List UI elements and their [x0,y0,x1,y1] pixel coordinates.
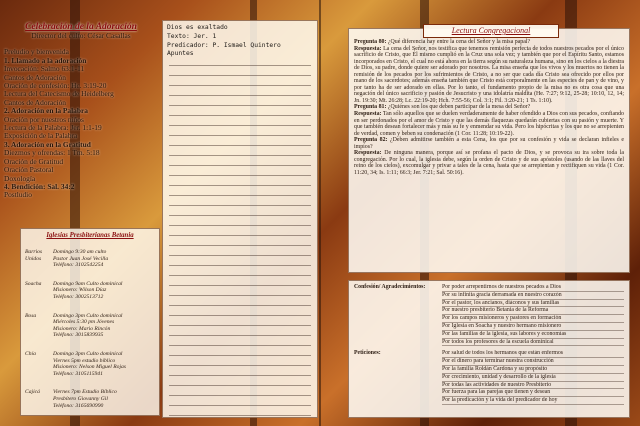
prayer-item: Por poder arrepentirnos de nuestros pecados a Dios [442,284,624,292]
reading-body: ¿Deben admitirse también a esta Cena, los que por su confesión y vida se declaran infieles e impíos? [354,137,624,150]
worship-item: Diezmos y ofrendas: 1 Tm. 5:18 [4,148,100,158]
church-item [25,351,155,377]
worship-item: Cantos de Adoración [4,72,66,82]
church-detail: Miércoles 5:30 pm Jóvenes [53,319,115,326]
reading-label: Pregunta 82: [354,137,388,144]
note-line [169,395,311,396]
prayer-item: Por salud de todos los hermanos que están enfermos [442,350,624,358]
note-line [169,415,311,416]
worship-item: Oración de Gratitud [4,156,64,166]
note-line [169,275,311,276]
church-detail: Domingo 9am Culto dominical [53,280,123,287]
worship-item: Preludio y bienvenida [4,47,69,57]
worship-order-title: Celebración de la Adoración [25,22,137,32]
prayer-section [354,350,624,405]
worship-item: Exposición de la Palabra [4,131,78,141]
sermon-title: Dios es exaltado [167,24,228,31]
worship-order-list [4,48,158,199]
note-line [169,365,311,366]
congregational-reading [348,28,630,273]
church-detail: Teléfono: 3002513712 [53,293,104,300]
page-fold [319,0,321,426]
church-list [25,249,155,409]
sermon-preacher: Predicador: P. Ismael Quintero [167,41,281,49]
prayer-item: Por fuerza para las parejas que tienen y desean [442,389,624,397]
note-line [169,405,311,406]
reading-paragraph [354,150,624,176]
worship-item: Oración por nuestros niños [4,114,84,124]
prayer-item: Por crecimiento, unidad y desarrollo de la iglesia [442,374,624,382]
note-line [169,165,311,166]
church-detail: Misionero: Nelson Miguel Rojas [53,364,126,371]
reading-label: Respuesta: [354,111,382,118]
note-line [169,225,311,226]
reading-body: La cena del Señor, nos testifica que tenemos remisión perfecta de todos nuestros pecados por el único sacrificio de Cristo, que Él mismo cumplió en la Cruz una sola vez; y también que por el Espíritu Santo, estamos incorporados en Cristo, el cual no está ahora en la tierra según su naturaleza humana, sino en los cielos a la diestra de Dios, su padre, donde quiere ser adorado por nosotros. La misa enseña que los vivos y los muertos no tienen la remisión de los pecados por los sufrimientos de Cristo, a no ser que cada día Cristo sea ofrecido por ellos por mano de los sacerdotes; además enseña también que Cristo está corporalmente en las especies de pan y de vino, y por tanto ha de ser adorado en ellas. Por lo tanto, el fundamento propio de la misa no es otra cosa que una negación del único sacrificio y pasión de Jesucristo y una idolatría maldita (He. 7:27; 9:12, 25-28; 10:10, 12, 14; Jn. 19:30; Mt. 26:28; Lc. 22:19-20; Hch. 7:55-56; Col. 3:1; Fil. 3:20-21; 1 Ts. 1:10). [354,45,624,104]
worship-section-heading: 4. Bendición: Sal. 34:2 [4,181,75,191]
prayer-section-label: Peticiones: [354,350,381,357]
worship-section-heading: 3. Adoración en la Gratitud [4,139,91,149]
reading-text [354,39,624,176]
prayer-requests [348,280,630,418]
church-detail: Misionero: Mario Rincón [53,325,111,332]
note-line [169,105,311,106]
church-detail: Domingo 9:30 am culto [53,249,107,255]
prayer-item: Por el dinero para terminar nuestra construcción [442,358,624,366]
prayer-items [442,284,624,346]
reading-body: De ninguna manera, porque así se profana el pacto de Dios, y se provoca su ira sobre toda la congregación. Por lo cual, la iglesia debe, según la orden de Cristo y de sus apóstoles (usando de las llaves del reino de los cielos), excomulgar y privar a tales de la cena, hasta que se arrepientan y rectifiquen su vida (1 Cor. 11:20, 34; Is. 1:11; 66:3; Jer. 7:21; Sal. 50:16). [354,150,624,176]
note-line [169,385,311,386]
church-town: Cajicá [25,389,40,396]
note-line [169,295,311,296]
note-line [169,195,311,196]
church-town: Chía [25,350,36,357]
church-town: Soacha [25,280,42,287]
reading-title: Lectura Congregacional [423,24,559,38]
note-line [169,135,311,136]
note-line [169,155,311,156]
prayer-item: Por Iglesia en Soacha y nuestro hermano misionero [442,323,624,331]
church-detail: Domingo 3pm Culto dominical [53,350,123,357]
prayer-list [354,284,624,405]
reading-label: Pregunta 80: [354,39,387,45]
reading-body: ¿Qué diferencia hay entre la cena del Señor y la misa papal? [387,39,531,45]
note-line [169,265,311,266]
note-line [169,285,311,286]
note-line [169,375,311,376]
note-line [169,145,311,146]
reading-label: Pregunta 81: [354,104,387,111]
church-item [25,281,155,301]
note-line [169,355,311,356]
church-detail: Teléfono: 3102542254 [53,262,104,269]
notes-label: Apuntes [167,50,194,58]
church-info [53,281,155,301]
worship-director: Director del culto: César Casallas [31,31,131,40]
worship-item: Postludio [4,190,32,200]
prayer-section [354,284,624,346]
reading-body: Tan sólo aquellos que se duelen verdaderamente de haber ofendido a Dios con sus pecados, confiando en ser perdonados por el amor de Cristo y que las demás flaquezas quedarán cubiertas con su pasión y muerte. Y que también desean fortalecer más y más su fe y enmendar su vida. Pero los hipócritas y los que no se arrepienten de verdad, comen y beben su condenación (1 Cor. 11:28; 10:19-22). [354,111,624,137]
church-item [25,313,155,339]
reading-paragraph [354,111,624,137]
reading-body: ¿Quiénes son los que deben participar de la mesa del Señor? [387,104,531,111]
prayer-item: Por los campos misioneros y pastores en formación [442,315,624,323]
church-item [25,249,155,269]
worship-item: Oración de confesión: Hc. 3:19-20 [4,81,107,91]
sermon-notes [162,20,318,418]
worship-section-heading: 2. Adoración en la Palabra [4,106,88,116]
church-town: Barrios Unidos [25,249,43,262]
church-detail: Misionero: Wilson Díaz [53,287,107,294]
sermon-text: Texto: Jer. 1 [167,32,217,40]
church-info [53,313,155,339]
note-line [169,85,311,86]
church-detail: Viernes 5pm estudio bíblico [53,357,116,364]
prayer-items [442,350,624,405]
worship-item: Lectura de la Palabra: Jer. 1:1-19 [4,123,102,133]
note-line [169,255,311,256]
note-line [169,65,311,66]
church-info [53,351,155,377]
churches-title: Iglesias Presbiterianas Betania [46,232,134,239]
note-line [169,95,311,96]
note-line [169,245,311,246]
reading-label: Respuesta: [354,45,382,52]
churches-box [20,228,160,416]
prayer-item: Por nuestro presbiterio Betania de la Reforma [442,307,624,315]
worship-item: Cantos de Adoración [4,97,66,107]
prayer-item: Por el pastor, los ancianos, diáconos y sus familias [442,300,624,308]
church-detail: Presbítero Giovanny Gil [53,395,108,402]
note-line [169,115,311,116]
church-item [25,389,155,409]
note-line [169,205,311,206]
reading-paragraph [354,137,624,150]
church-town: Bosa [25,312,37,319]
church-detail: Pastor Juan José Vecilla [53,255,109,262]
note-line [169,215,311,216]
worship-order [4,22,158,208]
worship-item: Invocación: Salmo 63:1-11 [4,64,85,74]
church-detail: Teléfono: 3015839935 [53,332,104,339]
prayer-item: Por la familia Roldán Cardona y su propósito [442,366,624,374]
prayer-section-label: Confesión/ Agradecimientos: [354,284,426,290]
church-detail: Domingo 3pm Culto dominical [53,312,123,319]
church-detail: Teléfono: 3165690990 [53,402,104,409]
prayer-item: Por todos los profesores de la escuela dominical [442,339,624,347]
note-line [169,305,311,306]
reading-label: Respuesta: [354,150,382,157]
church-detail: Viernes 7pm Estudio Bíblico [53,389,117,396]
prayer-item: Por la predicación y la vida del predicador de hoy [442,397,624,405]
note-line [169,345,311,346]
note-line [169,175,311,176]
prayer-item: Por todas las actividades de nuestro Presbiterio [442,382,624,390]
prayer-item: Por las familias de la iglesia, sus labores y economías [442,331,624,339]
note-line [169,315,311,316]
worship-item: Doxología [4,173,36,183]
church-detail: Teléfono: 3105115941 [53,370,103,377]
worship-section-heading: 1. Llamado a la adoración [4,55,87,65]
note-line [169,335,311,336]
note-line [169,75,311,76]
worship-item: Lectura del Catecismo de Heidelberg [4,89,114,99]
prayer-item: Por su infinita gracia derramada en nuestro corazón [442,292,624,300]
note-line [169,185,311,186]
worship-item: Oración Pastoral [4,165,54,175]
note-line [169,235,311,236]
note-line [169,325,311,326]
note-line [169,125,311,126]
reading-paragraph [354,46,624,105]
church-info [53,389,155,409]
church-info [53,249,155,269]
